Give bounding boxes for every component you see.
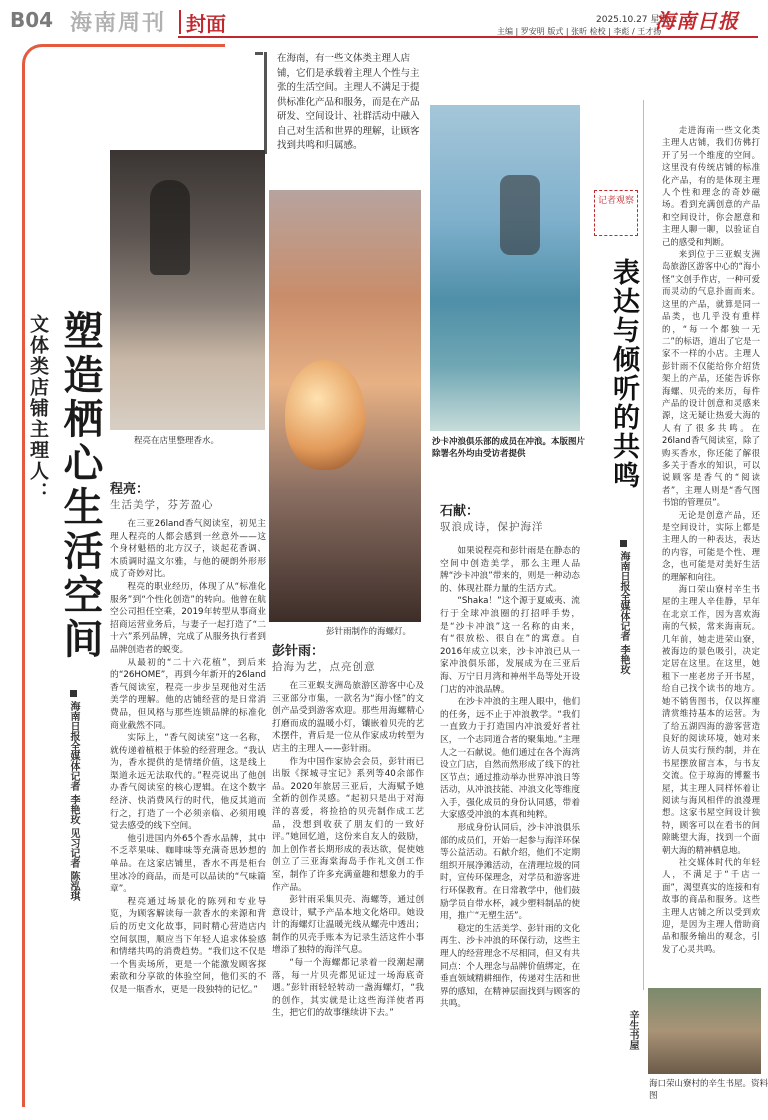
section1-head — [110, 478, 214, 512]
section1-para: 实际上，“香气阅读室”这一名称，就传递着植根于体验的经营理念。“我认为，香水提供的是情绪价值，这是线上渠道永远无法取代的。”程亮说出了他创办香气阅读室的核心逻辑。在这个数字经济、快消费风行的时代，他反其道而行之，打造了一个必须亲临、必须用嗅觉去感受的线下空间。 — [110, 733, 266, 832]
photo-surfing — [430, 105, 580, 431]
intro-corner — [255, 52, 263, 63]
section3-para: “Shaka！”这个源于夏威夷、流行于全球冲浪圈的打招呼手势，是“沙卡冲浪”这一名称的由来，有“很放松、很自在”的寓意。自2016年成立以来，沙卡冲浪已从一家冲浪俱乐部，发展成为在三亚后海、万宁日月湾和神州半岛等处开设门店的冲浪品牌。 — [440, 596, 580, 695]
section3-para: 如果说程亮和彭针雨是在静态的空间中创造美学，那么主理人品牌“沙卡冲浪”带来的，则是一种动态的、体现社群力量的生活方式。 — [440, 546, 580, 594]
section3-quote: 驭浪成诗，保护海洋 — [440, 521, 544, 533]
main-reporter-text: 海南日报全媒体记者 李艳玫 见习记者 陈泓琪 — [68, 701, 79, 902]
section1-para: 在三亚26land香气阅读室，初见主理人程亮的人都会感到一丝意外——这个身材魁梧的北方汉子，谈起花香调、木质调时温文尔雅，与他的硬朗外形形成了奇妙对比。 — [110, 519, 266, 580]
conch-shell-shape — [285, 360, 365, 470]
section2-head — [272, 640, 376, 674]
section2-name: 彭针雨： — [272, 644, 325, 659]
side-para: 海口荣山寮村辛生书屋的主理人辛佳静，早年在北京工作，因为喜欢海南的气候，常来海南玩。几年前，她走进荣山寮，被海边的景色吸引，决定定居在这里。在这里，她租下一座老房子开书屋，给自己找个读书的地方。她不销售图书，仅以挥麈清赏维持基本的运营。为了给五湖四海的游客营造良好的阅读环境，她对来访人员实行预约制，并在书屋摆放留言本，与书友交流。位于琼海的博鳌书屋，其主理人同样怀着让阅读与海风相伴的浪漫理想。这家书屋空间设计独特，顾客可以在看书的间隙眺望大海，找到一个面朝大海的精神栖息地。 — [662, 584, 760, 855]
side-reporter — [616, 540, 631, 674]
header-separator — [179, 10, 181, 34]
editor-credits: 主编 | 罗安明 版式 | 张昕 检校 | 李彪 / 王才扬 — [497, 27, 662, 36]
side-title: 表达与倾听的共鸣 — [608, 258, 639, 490]
main-subtitle: 文体类店铺主理人： — [27, 314, 49, 503]
photo-caption-4: 海口荣山寮村的辛生书屋。资料图 — [649, 1079, 768, 1101]
section2-quote: 拾海为艺，点亮创意 — [272, 661, 376, 673]
surfer-figure — [500, 175, 540, 255]
section3-para: 在沙卡冲浪的主理人眼中，他们的任务，远不止于冲浪教学。“我们一直致力于打造国内冲浪爱好者社区，一个志同道合者的聚集地。”主理人之一石献说。他们通过在各个海湾设立门店，自然而然形成了线下的社区节点；通过推动举办世界冲浪日等活动，从冲浪技能、冲浪文化等维度入手，强化成员的身份认同感，带着大家感受冲浪的本真和纯粹。 — [440, 697, 580, 821]
intro-text: 在海南，有一些文体类主理人店铺，它们是承载着主理人个性与主张的生活空间。主理人不满足于提供标准化产品和服务，而是在产品研发、空间设计、社群活动中融入自己对生活和世界的理解，让顾客找到共鸣和归属感。 — [264, 52, 425, 154]
section2-para: 彭针雨采集贝壳、海螺等，通过创意设计，赋予产品本地文化烙印。她设计的海螺灯让温暖光线从螺壳中透出；制作的贝壳手账本为记录生活这件小事增添了独特的海洋气息。 — [272, 895, 424, 956]
section1-para: 他引进国内外65个香水品牌，其中不乏萃果味、咖啡味等充满奇思妙想的单品。在这家店铺里，香水不再是柜台里冰冷的商品，而是可以品读的“气味篇章”。 — [110, 833, 266, 895]
page-number: B04 — [10, 8, 54, 32]
square-bullet-icon — [620, 540, 627, 547]
section-label: 封面 — [186, 12, 226, 36]
main-reporter — [66, 690, 80, 901]
section3-para: 形成身份认同后，沙卡冲浪俱乐部的成员们，开始一起参与海洋环保等公益活动。石献介绍，他们不定期组织开展净滩活动，在清理垃圾的同时，宣传环保理念，对学员和游客进行环保教育。在日常教学中，他们鼓励学员自带水杯，减少塑料制品的使用，推广“无塑生活”。 — [440, 823, 580, 922]
section2-para: 作为中国作家协会会员，彭针雨已出版《探城寻宝记》系列等40余部作品。2020年旅居三亚后，大海赋予她全新的创作灵感。“起初只是出于对海洋的喜爱，将捡拾的贝壳制作成工艺品，没想到收获了朋友们的一致好评。”她回忆道，这份来自友人的鼓励，加上创作者长期形成的表达欲，促使她创立了三亚海棠海岛手作礼文创工作室，制作了许多充满童趣和想象力的手作产品。 — [272, 756, 424, 893]
side-para: 走进海南一些文化类主理人店铺，我们仿佛打开了另一个维度的空间。这里没有传统店铺的标准化产品，有的是体现主理人个性和理念的奇妙磁场。看到充满创意的产品和空间设计，你会愿意和主理人聊一聊，以验证自己的感受和判断。 — [662, 125, 760, 247]
main-title: 塑造栖心生活空间 — [57, 310, 103, 662]
photo-bookshop — [648, 988, 761, 1074]
column-divider — [643, 100, 644, 990]
side-body — [662, 124, 760, 955]
section3-para: 稳定的生活美学、彭针雨的文化再生、沙卡冲浪的环保行动，这些主理人的经营理念不尽相同，但又有共同点：个人理念与品牌价值绑定，在垂直领域精耕细作，传递对生活和世界的感知，在精神层面找到与顾客的共鸣。 — [440, 923, 580, 1010]
section1-para: 程亮的职业经历，体现了从“标准化服务”到“个性化创造”的转向。他曾在航空公司担任空乘，2019年转型从事商业招商运营业务后，与妻子一起打造了“二十六”系列品牌，完成了从服务执行者到品牌创造者的蜕变。 — [110, 581, 266, 655]
section1-quote: 生活美学，芬芳盈心 — [110, 499, 214, 511]
issue-date: 2025.10.27 星期一 — [596, 15, 678, 25]
section3-body — [440, 545, 580, 1011]
photo-caption-1: 程亮在店里整理香水。 — [134, 436, 220, 446]
paper-name: 海南周刊 — [70, 11, 167, 36]
section1-name: 程亮： — [110, 482, 150, 497]
section3-head — [440, 500, 544, 534]
photo-caption-2: 彭针雨制作的海螺灯。 — [326, 627, 412, 637]
bookshop-label: 辛生书屋 — [627, 1010, 638, 1050]
section1-para: 从最初的“二十六花植”，到后来的“26HOME”，再到今年新开的26land香气阅读室，程亮一步步呈现他对生活美学的理解。他的店铺经营的是日常消费品，但风格与那些连锁品牌的标准化商业截然不同。 — [110, 657, 266, 731]
section2-body — [272, 680, 424, 1020]
side-para: 来到位于三亚蜈支洲岛旅游区游客中心的“海小怪”文创手作店，一种可爱而灵动的气息扑面而来。这里的产品，就算是同一品类，也几乎没有重样的，“每一个都独一无二”的标语，道出了它是一家不一样的小店。主理人彭针雨不仅能给你介绍货架上的产品，还能告诉你海螺、贝壳的来历，每件产品的设计创意和灵感来源，这无疑让热爱大海的人有了很多共鸣。在26land香气阅读室，除了购买香水，你还能了解很多关于香水的知识，可以说顾客是香气的“阅读者”，主理人则是“香气图书馆的管理员”。 — [662, 249, 760, 508]
side-reporter-text: 海南日报全媒体记者 李艳玫 — [618, 551, 629, 675]
side-para: 无论是创意产品，还是空间设计，实际上都是主理人的一种表达，表达的内容，可能是个性、理念，也可能是对美好生活的理解和向往。 — [662, 509, 760, 582]
side-para: 社交媒体时代的年轻人，不满足于“千店一面”，渴望真实的连接和有故事的商品和服务。这些主理人店铺之所以受到欢迎，是因为主理人借助商品和服务输出的观念，引发了心灵共鸣。 — [662, 856, 760, 954]
photo-person-figure — [150, 180, 190, 275]
section2-para: 在三亚蜈支洲岛旅游区游客中心及三亚部分市集，一款名为“海小怪”的文创产品受到游客欢迎。那些用海螺精心打磨而成的温暖小灯，镶嵌着贝壳的艺术摆件，背后是一位从作家成功转型为店主的主理人——彭针雨。 — [272, 681, 424, 754]
square-bullet-icon — [70, 690, 77, 697]
section1-body — [110, 518, 266, 997]
photo-caption-3: 沙卡冲浪俱乐部的成员在冲浪。本版图片除署名外均由受访者提供 — [432, 437, 586, 459]
newspaper-logo: 海南日报 — [655, 9, 739, 33]
reporter-observation-badge: 记者观察 — [594, 190, 638, 236]
section1-para: 程亮通过场景化的陈列和专业导览，为顾客解读每一款香水的来源和背后的历史文化故事，同时精心营造店内空间氛围，顺应当下年轻人追求体验感和情绪共鸣的消费趋势。“我们这不仅是一个售卖场所，更是一个能激发顾客探索欲和分享欲的体验空间，他们买的不仅是一瓶香水，更是一段独特的记忆。” — [110, 896, 266, 995]
section2-para: “每一个海螺都记录着一段潮起潮落，每一片贝壳都见证过一场海底奇遇。”彭针雨轻轻转动一盏海螺灯，“我的创作，其实就是让这些海洋使者再生，把它们的故事继续讲下去。” — [272, 958, 424, 1019]
section3-name: 石献： — [440, 504, 480, 519]
header-rule — [178, 36, 758, 38]
